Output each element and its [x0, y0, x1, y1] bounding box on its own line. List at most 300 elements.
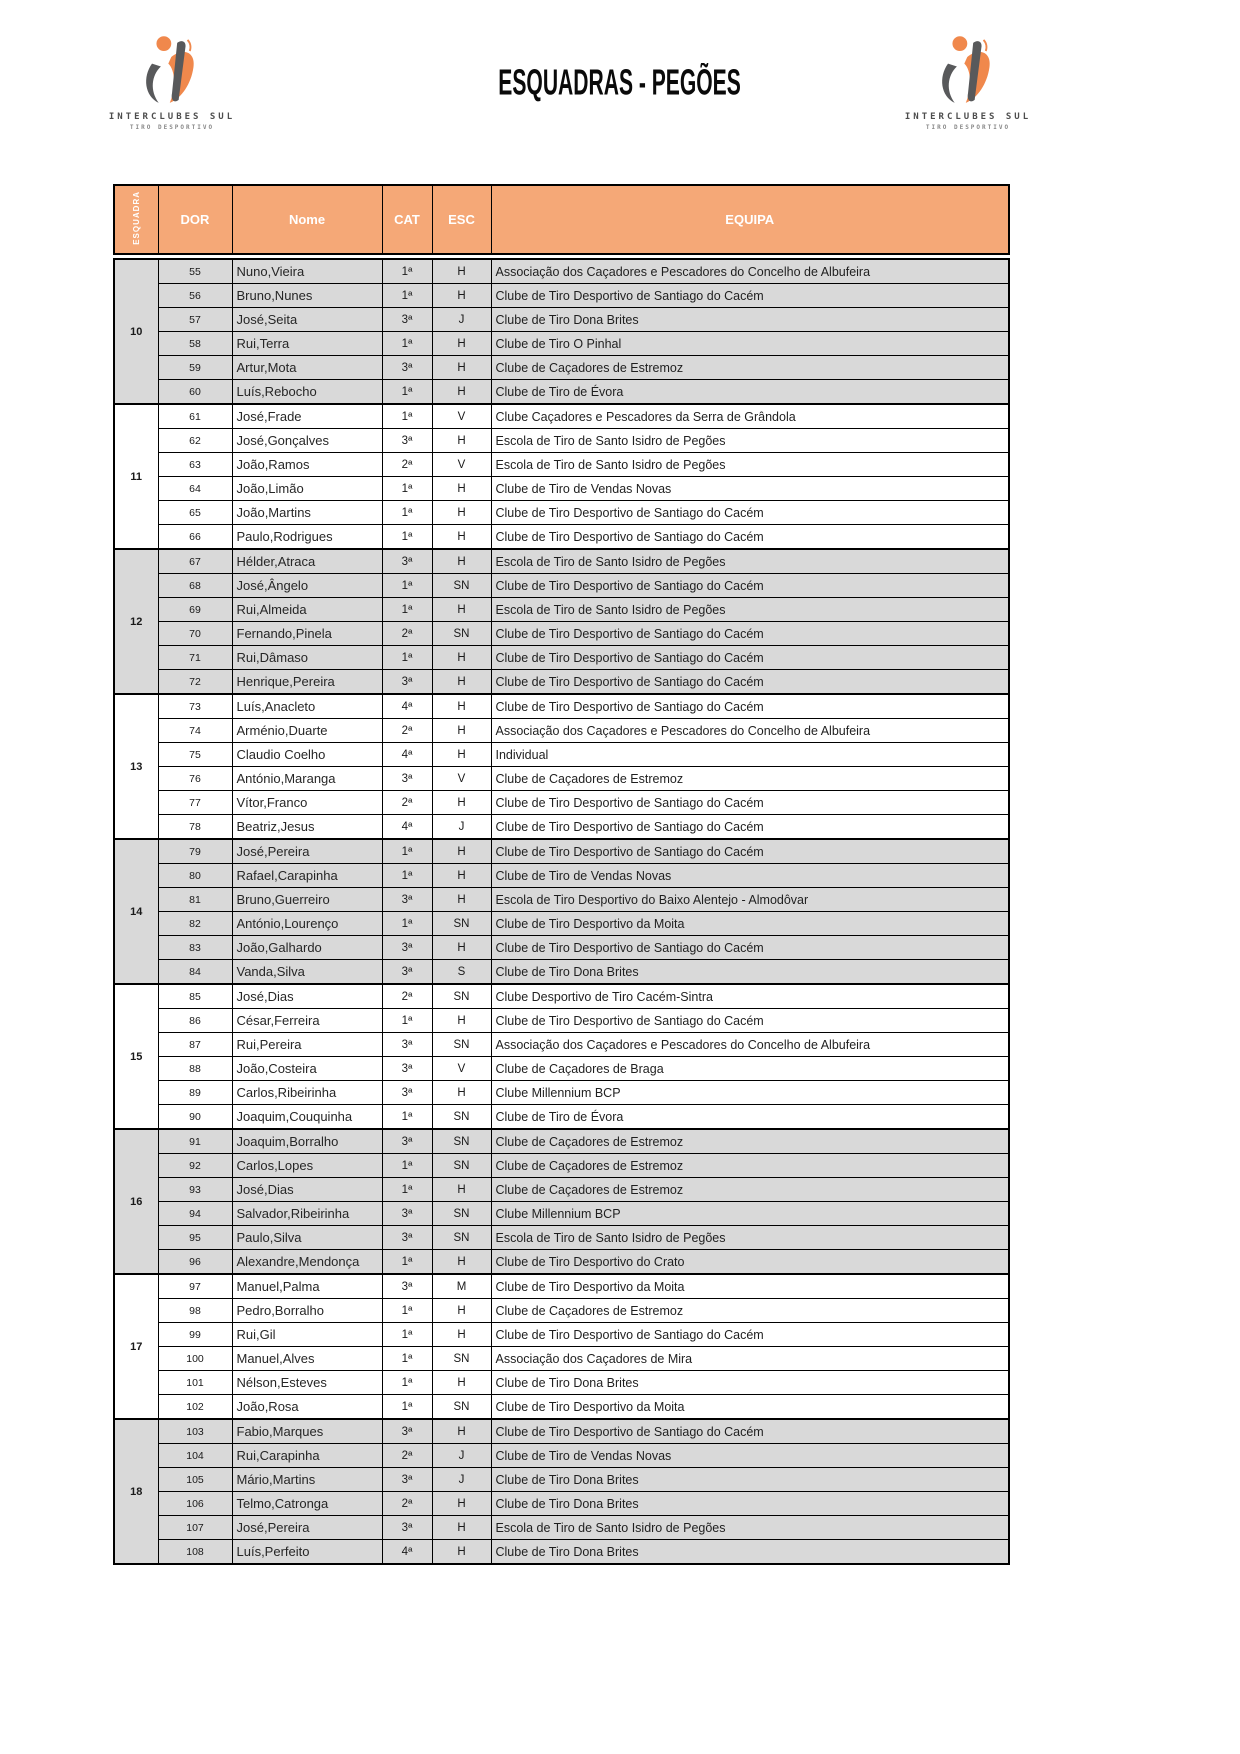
cell-equipa: Associação dos Caçadores e Pescadores do Concelho de Albufeira: [491, 1033, 1009, 1057]
cell-cat: 3ª: [382, 1081, 432, 1105]
cell-dor: 93: [158, 1178, 232, 1202]
cell-equipa: Clube de Tiro de Vendas Novas: [491, 1444, 1009, 1468]
cell-equipa: Clube de Tiro Desportivo de Santiago do Cacém: [491, 501, 1009, 525]
cell-cat: 2ª: [382, 1444, 432, 1468]
cell-nome: Luís,Anacleto: [232, 694, 382, 719]
cell-dor: 90: [158, 1105, 232, 1130]
cell-dor: 86: [158, 1009, 232, 1033]
cell-nome: Joaquim,Couquinha: [232, 1105, 382, 1130]
cell-cat: 3ª: [382, 429, 432, 453]
table-row: [114, 549, 1009, 574]
cell-nome: Fabio,Marques: [232, 1419, 382, 1444]
cell-cat: 2ª: [382, 719, 432, 743]
cell-esc: H: [432, 864, 491, 888]
table-row: [114, 332, 1009, 356]
cell-equipa: Escola de Tiro de Santo Isidro de Pegões: [491, 1226, 1009, 1250]
cell-cat: 3ª: [382, 888, 432, 912]
cell-nome: Alexandre,Mendonça: [232, 1250, 382, 1275]
cell-equipa: Associação dos Caçadores e Pescadores do Concelho de Albufeira: [491, 259, 1009, 284]
cell-esc: M: [432, 1274, 491, 1299]
cell-nome: José,Gonçalves: [232, 429, 382, 453]
cell-nome: João,Costeira: [232, 1057, 382, 1081]
table-row: [114, 1395, 1009, 1420]
column-header-esc: ESC: [432, 185, 491, 254]
cell-equipa: Clube de Tiro Desportivo da Moita: [491, 1274, 1009, 1299]
cell-esc: H: [432, 598, 491, 622]
table-row: [114, 1419, 1009, 1444]
cell-esc: H: [432, 646, 491, 670]
cell-cat: 1ª: [382, 332, 432, 356]
cell-dor: 81: [158, 888, 232, 912]
cell-dor: 96: [158, 1250, 232, 1275]
cell-nome: Bruno,Nunes: [232, 284, 382, 308]
cell-nome: José,Ângelo: [232, 574, 382, 598]
cell-esc: SN: [432, 984, 491, 1009]
cell-equipa: Individual: [491, 743, 1009, 767]
cell-cat: 1ª: [382, 501, 432, 525]
table-row: [114, 1009, 1009, 1033]
table-row: [114, 1444, 1009, 1468]
cell-cat: 1ª: [382, 646, 432, 670]
cell-equipa: Clube de Tiro Desportivo de Santiago do Cacém: [491, 670, 1009, 695]
cell-dor: 102: [158, 1395, 232, 1420]
cell-equipa: Escola de Tiro de Santo Isidro de Pegões: [491, 453, 1009, 477]
cell-dor: 103: [158, 1419, 232, 1444]
cell-cat: 4ª: [382, 743, 432, 767]
cell-cat: 1ª: [382, 1105, 432, 1130]
cell-nome: Rui,Terra: [232, 332, 382, 356]
cell-dor: 79: [158, 839, 232, 864]
cell-dor: 105: [158, 1468, 232, 1492]
cell-nome: Salvador,Ribeirinha: [232, 1202, 382, 1226]
cell-equipa: Clube de Tiro Desportivo de Santiago do Cacém: [491, 646, 1009, 670]
cell-equipa: Clube de Tiro Desportivo de Santiago do Cacém: [491, 1419, 1009, 1444]
cell-dor: 72: [158, 670, 232, 695]
cell-esc: SN: [432, 1105, 491, 1130]
cell-dor: 73: [158, 694, 232, 719]
cell-cat: 3ª: [382, 670, 432, 695]
cell-dor: 89: [158, 1081, 232, 1105]
table-row: [114, 1033, 1009, 1057]
cell-esc: SN: [432, 622, 491, 646]
cell-cat: 1ª: [382, 284, 432, 308]
cell-cat: 1ª: [382, 1395, 432, 1420]
table-row: [114, 1371, 1009, 1395]
table-row: [114, 912, 1009, 936]
cell-cat: 3ª: [382, 308, 432, 332]
table-row: [114, 646, 1009, 670]
cell-dor: 80: [158, 864, 232, 888]
table-row: [114, 888, 1009, 912]
table-row: [114, 1057, 1009, 1081]
cell-dor: 82: [158, 912, 232, 936]
table-row: [114, 284, 1009, 308]
cell-nome: Paulo,Silva: [232, 1226, 382, 1250]
cell-dor: 98: [158, 1299, 232, 1323]
cell-equipa: Clube de Tiro Desportivo da Moita: [491, 1395, 1009, 1420]
header-row: [114, 185, 1009, 254]
table-row: [114, 864, 1009, 888]
column-header-esquadra: ESQUADRA: [114, 185, 158, 254]
cell-cat: 1ª: [382, 1299, 432, 1323]
cell-dor: 70: [158, 622, 232, 646]
cell-equipa: Escola de Tiro Desportivo do Baixo Alentejo - Almodôvar: [491, 888, 1009, 912]
cell-cat: 1ª: [382, 598, 432, 622]
cell-cat: 4ª: [382, 1540, 432, 1565]
table-row: [114, 1347, 1009, 1371]
cell-cat: 2ª: [382, 1492, 432, 1516]
cell-esc: H: [432, 284, 491, 308]
cell-cat: 1ª: [382, 259, 432, 284]
cell-dor: 67: [158, 549, 232, 574]
table-row: [114, 743, 1009, 767]
cell-dor: 63: [158, 453, 232, 477]
table-row: [114, 1081, 1009, 1105]
cell-equipa: Clube de Caçadores de Estremoz: [491, 1129, 1009, 1154]
cell-esc: H: [432, 694, 491, 719]
cell-esc: H: [432, 1009, 491, 1033]
cell-cat: 1ª: [382, 839, 432, 864]
table-row: [114, 1540, 1009, 1565]
cell-nome: Bruno,Guerreiro: [232, 888, 382, 912]
cell-equipa: Clube de Tiro de Évora: [491, 380, 1009, 405]
table-row: [114, 670, 1009, 695]
cell-nome: Luís,Perfeito: [232, 1540, 382, 1565]
cell-esc: H: [432, 1081, 491, 1105]
cell-equipa: Escola de Tiro de Santo Isidro de Pegões: [491, 549, 1009, 574]
cell-dor: 95: [158, 1226, 232, 1250]
table-row: [114, 404, 1009, 429]
cell-esc: H: [432, 791, 491, 815]
column-header-cat: CAT: [382, 185, 432, 254]
cell-equipa: Clube de Tiro de Vendas Novas: [491, 477, 1009, 501]
cell-nome: Mário,Martins: [232, 1468, 382, 1492]
cell-equipa: Clube de Caçadores de Estremoz: [491, 767, 1009, 791]
cell-equipa: Clube de Caçadores de Estremoz: [491, 1154, 1009, 1178]
cell-esc: SN: [432, 1347, 491, 1371]
cell-equipa: Escola de Tiro de Santo Isidro de Pegões: [491, 598, 1009, 622]
cell-cat: 3ª: [382, 960, 432, 985]
cell-nome: Vanda,Silva: [232, 960, 382, 985]
cell-cat: 3ª: [382, 1226, 432, 1250]
cell-dor: 87: [158, 1033, 232, 1057]
cell-dor: 65: [158, 501, 232, 525]
cell-cat: 4ª: [382, 694, 432, 719]
column-header-equipa: EQUIPA: [491, 185, 1009, 254]
cell-cat: 3ª: [382, 1129, 432, 1154]
cell-cat: 3ª: [382, 1274, 432, 1299]
cell-nome: Hélder,Atraca: [232, 549, 382, 574]
cell-cat: 3ª: [382, 1419, 432, 1444]
cell-cat: 1ª: [382, 1154, 432, 1178]
cell-nome: Rui,Dâmaso: [232, 646, 382, 670]
cell-esc: V: [432, 404, 491, 429]
cell-esc: H: [432, 888, 491, 912]
cell-esc: H: [432, 743, 491, 767]
cell-esc: J: [432, 1444, 491, 1468]
cell-esc: J: [432, 815, 491, 840]
cell-dor: 101: [158, 1371, 232, 1395]
cell-cat: 1ª: [382, 1347, 432, 1371]
cell-nome: Beatriz,Jesus: [232, 815, 382, 840]
cell-esc: SN: [432, 574, 491, 598]
squad-number: 10: [114, 259, 158, 404]
cell-nome: Carlos,Lopes: [232, 1154, 382, 1178]
cell-esc: J: [432, 1468, 491, 1492]
table-row: [114, 960, 1009, 985]
cell-nome: João,Rosa: [232, 1395, 382, 1420]
cell-esc: H: [432, 356, 491, 380]
cell-nome: Nuno,Vieira: [232, 259, 382, 284]
cell-esc: H: [432, 936, 491, 960]
cell-equipa: Clube de Tiro Desportivo de Santiago do Cacém: [491, 622, 1009, 646]
cell-equipa: Clube de Tiro de Évora: [491, 1105, 1009, 1130]
cell-nome: Luís,Rebocho: [232, 380, 382, 405]
table-row: [114, 501, 1009, 525]
logo-subtitle: TIRO DESPORTIVO: [925, 124, 1011, 131]
table-row: [114, 791, 1009, 815]
cell-cat: 3ª: [382, 767, 432, 791]
cell-cat: 3ª: [382, 356, 432, 380]
cell-esc: H: [432, 332, 491, 356]
column-header-nome: Nome: [232, 185, 382, 254]
cell-equipa: Clube de Tiro Desportivo de Santiago do Cacém: [491, 574, 1009, 598]
table-row: [114, 1274, 1009, 1299]
cell-cat: 1ª: [382, 477, 432, 501]
cell-esc: H: [432, 477, 491, 501]
cell-dor: 76: [158, 767, 232, 791]
cell-esc: H: [432, 259, 491, 284]
squad-number: 18: [114, 1419, 158, 1564]
cell-dor: 61: [158, 404, 232, 429]
table-row: [114, 453, 1009, 477]
squad-number: 11: [114, 404, 158, 549]
cell-equipa: Clube de Tiro O Pinhal: [491, 332, 1009, 356]
cell-equipa: Clube Millennium BCP: [491, 1202, 1009, 1226]
cell-dor: 59: [158, 356, 232, 380]
cell-cat: 2ª: [382, 622, 432, 646]
table-row: [114, 380, 1009, 405]
cell-esc: H: [432, 1323, 491, 1347]
cell-esc: H: [432, 380, 491, 405]
cell-esc: H: [432, 429, 491, 453]
table-row: [114, 1516, 1009, 1540]
page-title: ESQUADRAS - PEGÕES: [498, 63, 742, 103]
cell-dor: 84: [158, 960, 232, 985]
cell-esc: H: [432, 1492, 491, 1516]
squad-number: 15: [114, 984, 158, 1129]
cell-dor: 69: [158, 598, 232, 622]
cell-dor: 75: [158, 743, 232, 767]
cell-nome: João,Galhardo: [232, 936, 382, 960]
cell-esc: SN: [432, 1129, 491, 1154]
cell-dor: 62: [158, 429, 232, 453]
squad-number: 14: [114, 839, 158, 984]
cell-nome: Rui,Pereira: [232, 1033, 382, 1057]
logo-text: INTERCLUBES SUL: [108, 112, 236, 122]
cell-cat: 3ª: [382, 1033, 432, 1057]
table-row: [114, 719, 1009, 743]
cell-equipa: Clube de Tiro Dona Brites: [491, 1492, 1009, 1516]
cell-dor: 78: [158, 815, 232, 840]
cell-cat: 1ª: [382, 404, 432, 429]
cell-nome: José,Pereira: [232, 1516, 382, 1540]
cell-nome: José,Dias: [232, 984, 382, 1009]
cell-cat: 1ª: [382, 1250, 432, 1275]
cell-nome: António,Lourenço: [232, 912, 382, 936]
cell-dor: 57: [158, 308, 232, 332]
cell-equipa: Associação dos Caçadores e Pescadores do Concelho de Albufeira: [491, 719, 1009, 743]
cell-dor: 77: [158, 791, 232, 815]
table-row: [114, 622, 1009, 646]
cell-cat: 1ª: [382, 1009, 432, 1033]
squad-number: 13: [114, 694, 158, 839]
cell-cat: 3ª: [382, 1057, 432, 1081]
cell-esc: H: [432, 1250, 491, 1275]
cell-equipa: Clube de Tiro Dona Brites: [491, 960, 1009, 985]
cell-cat: 3ª: [382, 1202, 432, 1226]
table-row: [114, 429, 1009, 453]
cell-esc: H: [432, 1419, 491, 1444]
cell-dor: 66: [158, 525, 232, 550]
cell-esc: V: [432, 1057, 491, 1081]
cell-nome: Rui,Gil: [232, 1323, 382, 1347]
cell-nome: César,Ferreira: [232, 1009, 382, 1033]
table-row: [114, 1468, 1009, 1492]
cell-equipa: Clube de Caçadores de Braga: [491, 1057, 1009, 1081]
cell-equipa: Clube Millennium BCP: [491, 1081, 1009, 1105]
cell-esc: H: [432, 549, 491, 574]
cell-nome: Carlos,Ribeirinha: [232, 1081, 382, 1105]
cell-esc: H: [432, 1371, 491, 1395]
cell-dor: 94: [158, 1202, 232, 1226]
table-row: [114, 767, 1009, 791]
cell-cat: 3ª: [382, 936, 432, 960]
cell-nome: José,Frade: [232, 404, 382, 429]
cell-esc: H: [432, 1178, 491, 1202]
cell-equipa: Clube de Tiro Dona Brites: [491, 1371, 1009, 1395]
cell-nome: Artur,Mota: [232, 356, 382, 380]
squad-table: [113, 258, 1010, 1565]
cell-cat: 4ª: [382, 815, 432, 840]
table-row: [114, 1492, 1009, 1516]
cell-nome: Manuel,Palma: [232, 1274, 382, 1299]
squad-number: 12: [114, 549, 158, 694]
cell-cat: 1ª: [382, 380, 432, 405]
cell-dor: 108: [158, 1540, 232, 1565]
interclubes-logo-icon: [929, 34, 1007, 108]
cell-esc: SN: [432, 912, 491, 936]
table-row: [114, 1250, 1009, 1275]
table-row: [114, 984, 1009, 1009]
cell-cat: 1ª: [382, 1178, 432, 1202]
cell-cat: 1ª: [382, 1323, 432, 1347]
table-row: [114, 1226, 1009, 1250]
cell-cat: 1ª: [382, 525, 432, 550]
cell-equipa: Clube de Tiro Desportivo da Moita: [491, 912, 1009, 936]
cell-equipa: Clube de Tiro Desportivo de Santiago do Cacém: [491, 525, 1009, 550]
cell-esc: H: [432, 1299, 491, 1323]
cell-nome: José,Dias: [232, 1178, 382, 1202]
cell-esc: V: [432, 767, 491, 791]
cell-esc: H: [432, 1540, 491, 1565]
table-row: [114, 936, 1009, 960]
cell-dor: 60: [158, 380, 232, 405]
logo-subtitle: TIRO DESPORTIVO: [129, 124, 215, 131]
cell-nome: Fernando,Pinela: [232, 622, 382, 646]
cell-equipa: Clube de Tiro de Vendas Novas: [491, 864, 1009, 888]
cell-equipa: Clube de Tiro Desportivo de Santiago do Cacém: [491, 839, 1009, 864]
cell-equipa: Clube de Tiro Desportivo de Santiago do Cacém: [491, 1323, 1009, 1347]
cell-nome: José,Seita: [232, 308, 382, 332]
cell-nome: Henrique,Pereira: [232, 670, 382, 695]
cell-cat: 1ª: [382, 574, 432, 598]
table-row: [114, 574, 1009, 598]
cell-equipa: Clube de Tiro Desportivo de Santiago do Cacém: [491, 815, 1009, 840]
cell-cat: 1ª: [382, 864, 432, 888]
cell-equipa: Clube de Tiro Dona Brites: [491, 308, 1009, 332]
cell-equipa: Associação dos Caçadores de Mira: [491, 1347, 1009, 1371]
cell-cat: 2ª: [382, 453, 432, 477]
table-row: [114, 1299, 1009, 1323]
logo-right: [880, 34, 1056, 131]
cell-nome: Telmo,Catronga: [232, 1492, 382, 1516]
cell-esc: V: [432, 453, 491, 477]
cell-dor: 74: [158, 719, 232, 743]
cell-dor: 64: [158, 477, 232, 501]
table-row: [114, 356, 1009, 380]
cell-dor: 99: [158, 1323, 232, 1347]
cell-equipa: Clube Desportivo de Tiro Cacém-Sintra: [491, 984, 1009, 1009]
cell-dor: 71: [158, 646, 232, 670]
cell-nome: Nélson,Esteves: [232, 1371, 382, 1395]
cell-dor: 88: [158, 1057, 232, 1081]
cell-dor: 104: [158, 1444, 232, 1468]
cell-esc: H: [432, 670, 491, 695]
cell-equipa: Clube de Tiro Desportivo de Santiago do Cacém: [491, 936, 1009, 960]
cell-dor: 106: [158, 1492, 232, 1516]
cell-nome: Joaquim,Borralho: [232, 1129, 382, 1154]
cell-esc: H: [432, 501, 491, 525]
cell-equipa: Clube de Tiro Desportivo de Santiago do Cacém: [491, 1009, 1009, 1033]
cell-nome: Arménio,Duarte: [232, 719, 382, 743]
cell-cat: 1ª: [382, 1371, 432, 1395]
table-row: [114, 815, 1009, 840]
cell-equipa: Clube de Tiro Desportivo do Crato: [491, 1250, 1009, 1275]
cell-esc: H: [432, 839, 491, 864]
cell-dor: 83: [158, 936, 232, 960]
table-row: [114, 694, 1009, 719]
cell-equipa: Clube de Tiro Dona Brites: [491, 1540, 1009, 1565]
cell-esc: SN: [432, 1154, 491, 1178]
table-row: [114, 308, 1009, 332]
table-row: [114, 259, 1009, 284]
table-row: [114, 839, 1009, 864]
cell-nome: João,Ramos: [232, 453, 382, 477]
cell-equipa: Clube de Caçadores de Estremoz: [491, 1178, 1009, 1202]
cell-nome: Paulo,Rodrigues: [232, 525, 382, 550]
logo-text: INTERCLUBES SUL: [904, 112, 1032, 122]
cell-equipa: Clube de Tiro Desportivo de Santiago do Cacém: [491, 791, 1009, 815]
cell-equipa: Escola de Tiro de Santo Isidro de Pegões: [491, 429, 1009, 453]
cell-nome: José,Pereira: [232, 839, 382, 864]
table-row: [114, 1323, 1009, 1347]
squad-number: 17: [114, 1274, 158, 1419]
table-row: [114, 1105, 1009, 1130]
cell-nome: João,Limão: [232, 477, 382, 501]
table-row: [114, 1178, 1009, 1202]
table-row: [114, 1202, 1009, 1226]
